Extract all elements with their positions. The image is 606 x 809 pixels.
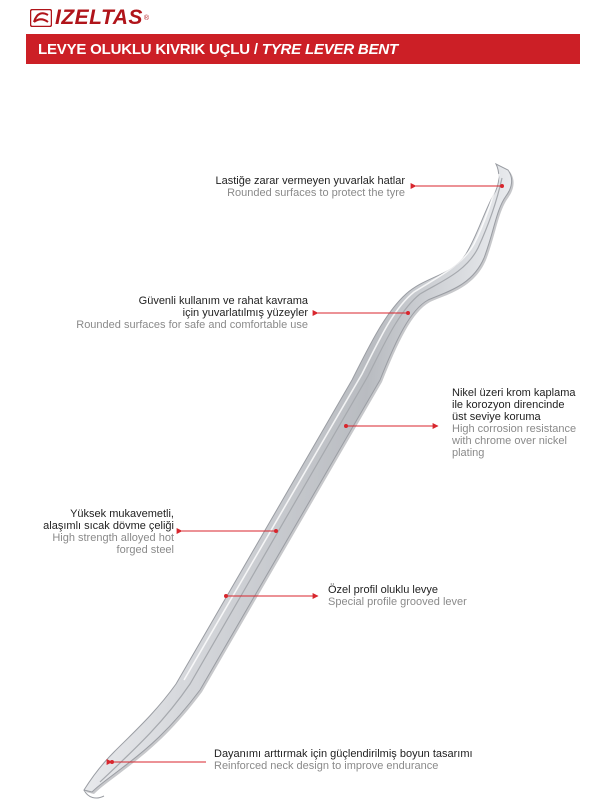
callout-3-tr-line-3: üst seviye koruma — [452, 411, 541, 423]
page-title-separator: / — [249, 40, 262, 58]
callout-corrosion-resistance — [452, 387, 576, 459]
page-title-tr: LEVYE OLUKLU KIVRIK UÇLU — [38, 40, 250, 58]
callout-rounded-surfaces-tyre — [215, 175, 405, 199]
callout-3-tr-line-2: ile korozyon direncinde — [452, 399, 565, 411]
callout-2-en-line-1: Rounded surfaces for safe and comfortable use — [76, 319, 308, 331]
brand-name: IZELTAS — [55, 6, 143, 29]
callout-4-tr-line-2: alaşımlı sıcak dövme çeliği — [43, 520, 174, 532]
callout-2-tr-line-1: Güvenli kullanım ve rahat kavrama — [138, 295, 308, 307]
callout-grooved-lever — [328, 584, 467, 608]
callout-5-tr-line-1: Özel profil oluklu levye — [328, 584, 439, 596]
leader-dot-1 — [500, 184, 504, 188]
leader-dot-2 — [406, 311, 410, 315]
callout-1-en-line-1: Rounded surfaces to protect the tyre — [227, 187, 405, 199]
callout-forged-steel — [43, 508, 174, 556]
lever-body — [84, 164, 512, 792]
callout-4-tr-line-1: Yüksek mukavemetli, — [70, 508, 174, 520]
leader-dot-4 — [274, 529, 278, 533]
callout-2-tr-line-2: için yuvarlatılmış yüzeyler — [182, 307, 308, 319]
callout-3-en-line-2: with chrome over nickel — [452, 435, 567, 447]
callout-3-en-line-1: High corrosion resistance — [452, 423, 577, 435]
callout-6-tr-line-1: Dayanımı arttırmak için güçlendirilmiş boyun tasarımı — [214, 748, 473, 760]
callout-reinforced-neck — [214, 748, 473, 772]
callout-3-tr-line-1: Nikel üzeri krom kaplama — [452, 387, 576, 399]
callout-5-en-line-1: Special profile grooved lever — [328, 596, 467, 608]
callout-6-en-line-1: Reinforced neck design to improve endurance — [214, 760, 439, 772]
leader-dot-6 — [110, 760, 114, 764]
callout-1-tr-line-1: Lastiğe zarar vermeyen yuvarlak hatlar — [215, 175, 405, 187]
callout-4-en-line-2: forged steel — [116, 544, 174, 556]
leader-dot-5 — [224, 594, 228, 598]
callout-rounded-surfaces-safe — [76, 295, 308, 331]
page-title-en: TYRE LEVER BENT — [261, 40, 398, 58]
callout-3-en-line-3: plating — [452, 447, 485, 459]
leader-dot-3 — [344, 424, 348, 428]
registered-mark: ® — [143, 14, 150, 22]
callout-4-en-line-1: High strength alloyed hot — [52, 532, 174, 544]
